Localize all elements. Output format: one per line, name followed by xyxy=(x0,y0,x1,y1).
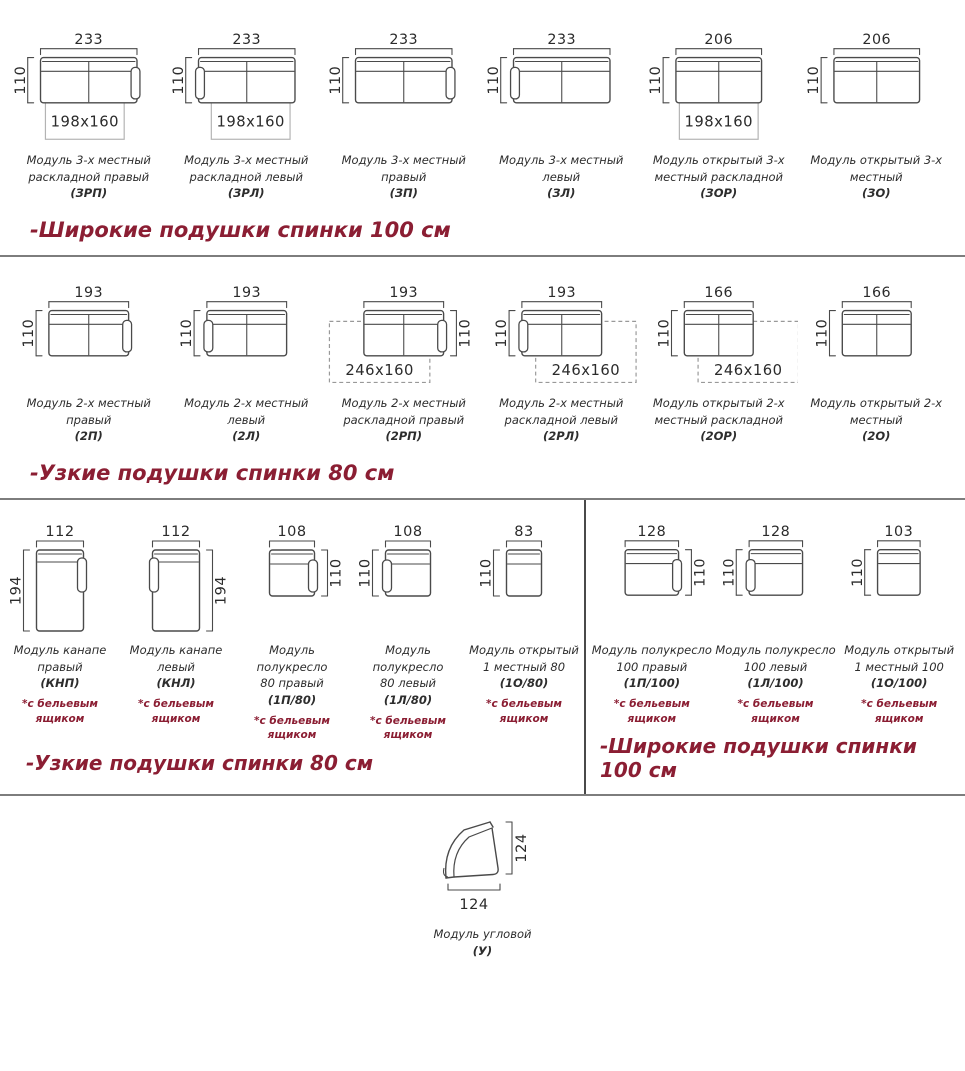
module-caption-line: Модуль открытый xyxy=(844,643,955,658)
module-caption-line: Модуль 3-х местный xyxy=(184,153,309,167)
corner-module-drawing xyxy=(398,810,568,914)
svg-text:110: 110 xyxy=(12,65,29,95)
corner-module-card xyxy=(398,810,568,959)
module-caption-line: Модуль 2-х местный xyxy=(341,396,466,411)
svg-text:112: 112 xyxy=(45,524,75,541)
module-card-1О100 xyxy=(837,522,961,726)
module-caption xyxy=(342,395,466,445)
svg-text:110: 110 xyxy=(805,65,822,95)
svg-text:193: 193 xyxy=(546,284,576,301)
module-card-1Л100 xyxy=(714,522,838,726)
module-caption-line: 80 левый xyxy=(379,676,437,691)
module-caption-line: Модуль 2-х местный xyxy=(26,396,151,411)
svg-text:206: 206 xyxy=(704,31,734,48)
svg-text:110: 110 xyxy=(328,558,345,588)
svg-text:110: 110 xyxy=(493,318,510,348)
module-code: (ЗРЛ) xyxy=(227,186,265,201)
module-caption-line: правый xyxy=(381,169,427,184)
svg-text:124: 124 xyxy=(458,897,489,914)
svg-text:110: 110 xyxy=(170,65,187,95)
module-code: (2ОР) xyxy=(700,429,738,444)
module-caption-line: Модуль 3-х местный xyxy=(499,153,624,167)
module-drawing xyxy=(168,30,326,144)
module-drawing xyxy=(640,283,798,387)
module-note: *с бельевым ящиком xyxy=(613,698,690,725)
svg-text:198x160: 198x160 xyxy=(215,113,285,131)
module-caption-line: Модуль открытый 2-х xyxy=(810,396,943,411)
module-caption-line: местный раскладной xyxy=(654,169,783,184)
svg-text:233: 233 xyxy=(74,31,104,48)
module-row-small-100 xyxy=(586,522,965,726)
module-drawing xyxy=(10,30,168,144)
svg-text:128: 128 xyxy=(637,523,667,540)
header-wide-cushions-bottom: -Широкие подушки спинки 100 см xyxy=(600,734,917,783)
module-caption-line: местный раскладной xyxy=(654,412,783,427)
module-card-1П100 xyxy=(590,522,714,726)
module-caption-line: раскладной левый xyxy=(504,412,618,427)
module-caption-line: Модуль 2-х местный xyxy=(184,396,309,411)
module-caption-line: Модуль открытый 2-х xyxy=(652,396,785,411)
module-code: (ЗП) xyxy=(389,186,418,201)
svg-text:233: 233 xyxy=(546,31,576,48)
svg-text:112: 112 xyxy=(161,524,191,541)
module-card-2П xyxy=(10,283,168,445)
svg-text:110: 110 xyxy=(648,65,665,95)
module-code: (1О/100) xyxy=(870,676,928,691)
svg-text:108: 108 xyxy=(277,524,307,541)
svg-text:110: 110 xyxy=(327,65,344,95)
svg-text:193: 193 xyxy=(231,284,261,301)
module-caption-line: Модуль 3-х местный xyxy=(341,153,466,167)
module-drawing xyxy=(234,522,350,634)
module-code: (У) xyxy=(472,944,493,959)
module-caption-line: местный xyxy=(849,169,903,184)
module-caption xyxy=(184,395,308,445)
svg-text:110: 110 xyxy=(178,318,195,348)
module-caption xyxy=(715,642,835,692)
module-card-1П80 xyxy=(234,522,350,743)
module-code: (2П) xyxy=(74,429,103,444)
module-caption-line: правый xyxy=(66,412,112,427)
module-drawing xyxy=(798,283,956,387)
module-card-2ОР xyxy=(640,283,798,445)
group-narrow-80 xyxy=(0,500,584,794)
module-caption xyxy=(844,642,954,692)
svg-text:110: 110 xyxy=(692,558,709,587)
svg-text:110: 110 xyxy=(357,558,374,588)
module-caption-line: Модуль полукресло xyxy=(256,643,328,674)
module-drawing xyxy=(325,283,483,387)
module-card-2О xyxy=(798,283,956,445)
module-caption-line: Модуль 3-х местный xyxy=(26,153,151,167)
svg-text:128: 128 xyxy=(761,523,790,540)
module-caption-line: раскладной правый xyxy=(343,412,465,427)
module-card-ЗРП xyxy=(10,30,168,202)
module-note: *с бельевым ящиком xyxy=(254,714,330,742)
module-caption-line: раскладной левый xyxy=(189,169,303,184)
corner-module-caption xyxy=(398,926,568,959)
module-caption-line: 80 правый xyxy=(260,676,324,691)
module-card-КНЛ xyxy=(118,522,234,726)
svg-text:110: 110 xyxy=(814,318,831,348)
module-caption xyxy=(653,395,785,445)
module-code: (1Л/100) xyxy=(747,676,804,691)
section-2seat-modules xyxy=(0,283,965,500)
module-caption-line: Модуль канапе xyxy=(13,643,107,658)
module-card-2РЛ xyxy=(483,283,641,445)
module-caption-line: Модуль открытый 3-х xyxy=(652,153,785,167)
module-drawing xyxy=(483,30,641,144)
module-caption xyxy=(810,152,942,202)
module-code: (КНП) xyxy=(40,676,80,691)
module-note: *с бельевым ящиком xyxy=(861,698,938,725)
svg-text:83: 83 xyxy=(514,524,534,541)
module-code: (2Л) xyxy=(232,429,261,444)
svg-text:110: 110 xyxy=(457,318,474,348)
section-divider-3 xyxy=(0,794,965,796)
svg-text:110: 110 xyxy=(850,558,867,587)
svg-text:198x160: 198x160 xyxy=(50,113,120,131)
module-card-ЗО xyxy=(798,30,956,202)
module-caption xyxy=(469,642,579,692)
module-drawing xyxy=(2,522,118,634)
module-caption xyxy=(592,642,712,692)
svg-text:233: 233 xyxy=(389,31,419,48)
module-card-1Л80 xyxy=(350,522,466,743)
svg-text:124: 124 xyxy=(513,833,530,864)
svg-text:206: 206 xyxy=(861,31,891,48)
module-code: (2РЛ) xyxy=(543,429,580,444)
module-drawing xyxy=(168,283,326,387)
module-code: (ЗЛ) xyxy=(547,186,576,201)
module-caption xyxy=(234,642,350,709)
module-drawing xyxy=(640,30,798,144)
svg-text:110: 110 xyxy=(478,558,495,588)
svg-text:110: 110 xyxy=(21,318,38,348)
module-caption-line: Модуль открытый 3-х xyxy=(810,153,943,167)
module-code: (1П/100) xyxy=(623,676,680,691)
module-code: (1О/80) xyxy=(499,676,549,691)
svg-text:246x160: 246x160 xyxy=(714,361,783,379)
module-card-2РП xyxy=(325,283,483,445)
module-drawing xyxy=(590,522,714,634)
module-caption-line: Модуль открытый xyxy=(469,643,579,658)
module-drawing xyxy=(325,30,483,144)
module-caption xyxy=(342,152,466,202)
module-drawing xyxy=(714,522,838,634)
svg-text:103: 103 xyxy=(884,523,914,540)
module-note: *с бельевым ящиком xyxy=(486,698,562,725)
module-drawing xyxy=(483,283,641,387)
module-note: *с бельевым ящиком xyxy=(370,714,446,742)
module-caption xyxy=(27,395,151,445)
module-caption xyxy=(27,152,151,202)
module-card-КНП xyxy=(2,522,118,726)
header-narrow-cushions-mid: -Узкие подушки спинки 80 см xyxy=(30,461,395,486)
module-caption-line: 100 левый xyxy=(743,659,808,674)
module-caption-line: правый xyxy=(37,659,83,674)
module-caption-line: 100 правый xyxy=(616,659,688,674)
group-wide-100 xyxy=(584,500,965,794)
section-divider-1 xyxy=(0,255,965,257)
module-caption-line: раскладной правый xyxy=(28,169,150,184)
module-code: (2О) xyxy=(862,429,891,444)
header-wide-cushions-top: -Широкие подушки спинки 100 см xyxy=(30,218,451,243)
module-caption xyxy=(184,152,308,202)
module-card-1О80 xyxy=(466,522,582,726)
header-narrow-cushions-bottom: -Узкие подушки спинки 80 см xyxy=(26,751,374,776)
module-card-ЗРЛ xyxy=(168,30,326,202)
svg-text:108: 108 xyxy=(393,524,423,541)
svg-text:110: 110 xyxy=(656,318,673,348)
catalog-page xyxy=(0,30,965,1071)
module-caption xyxy=(130,642,223,692)
module-caption-line: левый xyxy=(542,169,581,184)
module-caption-line: 1 местный 80 xyxy=(482,659,566,674)
section-single-modules xyxy=(0,500,965,794)
module-drawing xyxy=(466,522,582,634)
section-3seat-modules xyxy=(0,30,965,257)
svg-text:166: 166 xyxy=(861,284,891,301)
module-note: *с бельевым ящиком xyxy=(22,698,98,725)
module-caption-line: Модуль полукресло xyxy=(591,643,712,658)
module-code: (ЗО) xyxy=(862,186,891,201)
module-caption-line: Модуль угловой xyxy=(433,927,532,942)
svg-text:246x160: 246x160 xyxy=(345,361,414,379)
module-drawing xyxy=(350,522,466,634)
svg-text:193: 193 xyxy=(74,284,104,301)
svg-text:110: 110 xyxy=(485,65,502,95)
svg-text:193: 193 xyxy=(389,284,419,301)
module-caption xyxy=(350,642,466,709)
module-code: (ЗОР) xyxy=(700,186,738,201)
module-card-2Л xyxy=(168,283,326,445)
svg-text:233: 233 xyxy=(231,31,261,48)
module-code: (ЗРП) xyxy=(70,186,108,201)
svg-text:198x160: 198x160 xyxy=(684,113,753,131)
svg-text:194: 194 xyxy=(213,575,230,606)
svg-text:166: 166 xyxy=(704,284,734,301)
svg-text:110: 110 xyxy=(721,558,738,587)
module-caption-line: 1 местный 100 xyxy=(854,659,944,674)
module-caption-line: левый xyxy=(227,412,266,427)
module-note: *с бельевым ящиком xyxy=(138,698,214,725)
module-note: *с бельевым ящиком xyxy=(737,698,814,725)
module-row-2seat xyxy=(0,283,965,445)
module-code: (2РП) xyxy=(385,429,423,444)
module-card-ЗЛ xyxy=(483,30,641,202)
svg-text:246x160: 246x160 xyxy=(551,361,620,379)
section-corner-module xyxy=(0,810,965,959)
module-caption-line: местный xyxy=(849,412,903,427)
module-row-small-80 xyxy=(0,522,584,743)
module-caption xyxy=(653,152,785,202)
module-code: (1П/80) xyxy=(267,693,317,708)
module-drawing xyxy=(837,522,961,634)
module-drawing xyxy=(118,522,234,634)
module-drawing xyxy=(798,30,956,144)
module-row-3seat xyxy=(0,30,965,202)
module-drawing xyxy=(10,283,168,387)
module-caption-line: Модуль 2-х местный xyxy=(499,396,624,411)
module-caption xyxy=(499,152,623,202)
module-caption-line: Модуль полукресло xyxy=(372,643,444,674)
module-caption-line: Модуль канапе xyxy=(129,643,223,658)
module-caption-line: левый xyxy=(157,659,195,674)
module-caption-line: Модуль полукресло xyxy=(715,643,836,658)
module-code: (1Л/80) xyxy=(383,693,433,708)
module-card-ЗОР xyxy=(640,30,798,202)
module-caption xyxy=(14,642,107,692)
module-card-ЗП xyxy=(325,30,483,202)
svg-text:194: 194 xyxy=(8,575,25,606)
module-code: (КНЛ) xyxy=(156,676,196,691)
module-caption xyxy=(810,395,942,445)
module-caption xyxy=(499,395,623,445)
